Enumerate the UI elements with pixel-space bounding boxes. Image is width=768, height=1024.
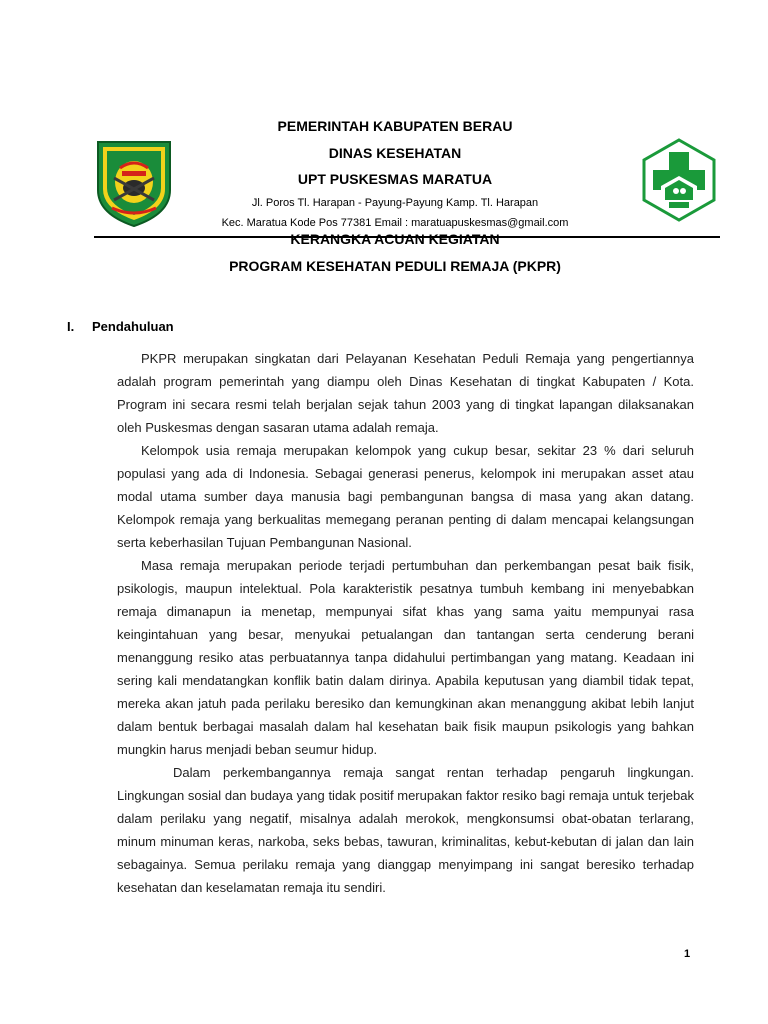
puskesmas-logo [641, 138, 717, 222]
paragraph: PKPR merupakan singkatan dari Pelayanan Kesehatan Peduli Remaja yang pengertiannya adalah program pemerintah yang diampu oleh Dinas Kesehatan di tingkat Kabupaten / Kota. Program ini secara resmi telah berjalan sejak tahun 2003 yang di tingkat lapangan dilaksanakan oleh Puskesmas dengan sasaran utama adalah remaja. [117, 351, 694, 435]
section-heading: Pendahuluan [92, 319, 174, 334]
header-puskesmas: UPT PUSKESMAS MARATUA [297, 171, 493, 187]
berau-emblem-icon [92, 138, 176, 228]
page-number: 1 [684, 948, 691, 960]
paragraph: Kelompok usia remaja merupakan kelompok yang cukup besar, sekitar 23 % dari seluruh populasi yang ada di Indonesia. Sebagai generasi penerus, kelompok ini merupakan asset atau modal utama sumber daya manusia bagi pembangunan bangsa di masa yang akan datang. Kelompok remaja yang berkualitas memegang peranan penting di dalam mencapai kelangsungan serta keberhasilan Tujuan Pembangunan Nasional. [117, 443, 694, 550]
section-number: I. [67, 319, 75, 334]
header-department: DINAS KESEHATAN [328, 145, 462, 161]
section-body [117, 347, 694, 899]
header-government: PEMERINTAH KABUPATEN BERAU [277, 118, 513, 134]
puskesmas-icon [641, 138, 717, 222]
paragraph: Masa remaja merupakan periode terjadi pertumbuhan dan perkembangan pesat baik fisik, psikologis, maupun intelektual. Pola karakteristik pesatnya tumbuh kembang ini menyebabkan remaja dimanapun ia menetap, mempunyai sifat khas yang sama yaitu mempunyai rasa keingintahuan yang besar, menyukai petualangan dan tantangan serta cenderung berani menanggung resiko atas perbuatannya tanpa didahului pertimbangan yang matang. Keadaan ini sering kali mendatangkan konflik batin dalam dirinya. Apabila keputusan yang diambil tidak tepat, mereka akan jatuh pada perilaku beresiko dan kemungkinan akan menanggung akibat lebih lanjut dalam bentuk berbagai masalah dalam hal kesehatan baik fisik maupun psikologis yang bahkan mungkin harus menjadi beban seumur hidup. [117, 558, 694, 757]
document-title: KERANGKA ACUAN KEGIATAN [290, 231, 500, 247]
document-subtitle: PROGRAM KESEHATAN PEDULI REMAJA (PKPR) [229, 258, 561, 274]
paragraph: Dalam perkembangannya remaja sangat rentan terhadap pengaruh lingkungan. Lingkungan sosial dan budaya yang tidak positif merupakan faktor resiko bagi remaja untuk terjebak dalam perilaku yang negatif, misalnya adalah merokok, mengkonsumsi obat-obatan terlarang, minum minuman keras, narkoba, seks bebas, tawuran, kriminalitas, kebut-kebutan di jalan dan lain sebagainya. Semua perilaku remaja yang dianggap menyimpang ini sangat beresiko terhadap kesehatan dan keselamatan remaja itu sendiri. [117, 765, 694, 895]
header-address-line1: Jl. Poros Tl. Harapan - Payung-Payung Kamp. Tl. Harapan [251, 197, 539, 209]
berau-regency-emblem [92, 138, 176, 228]
header-address-line2: Kec. Maratua Kode Pos 77381 Email : maratuapuskesmas@gmail.com [221, 217, 569, 229]
